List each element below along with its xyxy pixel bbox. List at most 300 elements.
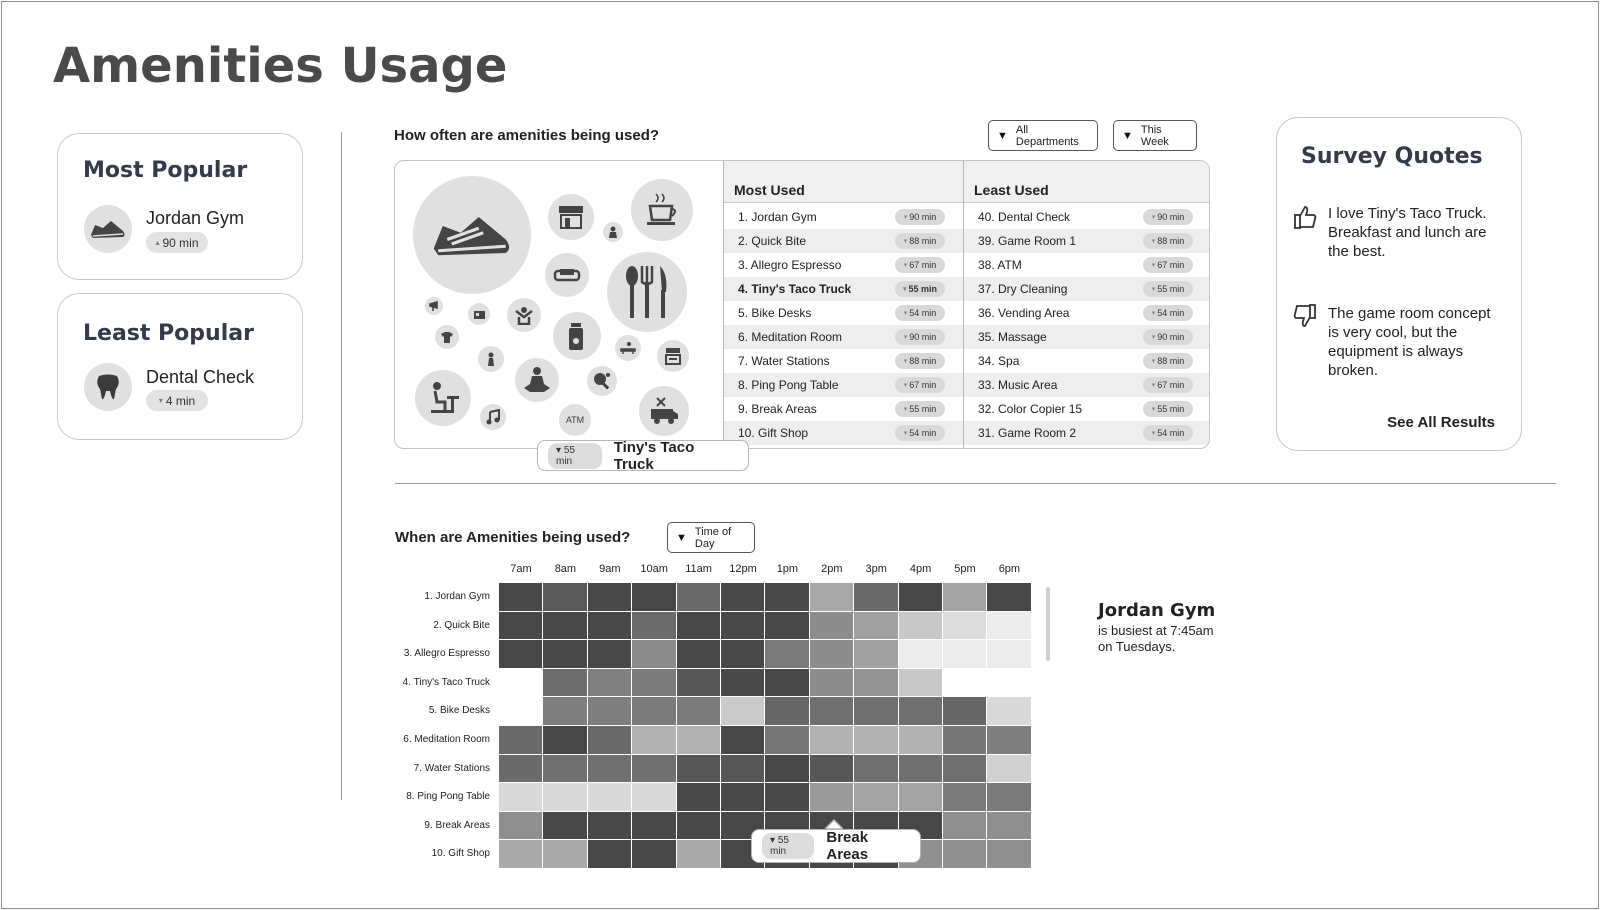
hour-label: 8am [554,563,577,575]
heatmap-cell[interactable] [499,640,542,668]
heatmap-cell[interactable] [987,726,1030,754]
heatmap-cell[interactable] [632,640,675,668]
heatmap-cell[interactable] [543,612,586,640]
list-item-label: 33. Music Area [978,378,1058,392]
heatmap-cell[interactable] [943,612,986,640]
triangle-down-icon: ▾ [1151,214,1156,221]
list-item[interactable] [964,205,1210,229]
list-item[interactable] [964,253,1210,277]
heatmap-cell[interactable] [943,840,986,868]
heatmap-cell[interactable] [854,583,897,611]
heatmap-cell[interactable] [632,726,675,754]
heatmap-cell[interactable] [677,726,720,754]
heatmap-cell[interactable] [677,697,720,725]
list-item[interactable] [964,397,1210,421]
least-popular-duration-badge [146,390,208,411]
duration-value: 67 min [909,260,937,270]
see-all-results-link[interactable]: See All Results [1387,414,1495,431]
heatmap-cell[interactable] [632,697,675,725]
duration-value: 90 min [1157,332,1185,342]
list-item-label: 37. Dry Cleaning [978,282,1068,296]
list-item-label: 38. ATM [978,258,1022,272]
heatmap-cell[interactable] [543,783,586,811]
triangle-down-icon: ▾ [556,444,564,456]
list-item[interactable] [724,229,963,253]
duration-value: 67 min [909,380,937,390]
heatmap-cell[interactable] [677,783,720,811]
heatmap-cell[interactable] [499,669,542,697]
heatmap-cell[interactable] [810,755,853,783]
duration-badge [895,233,945,249]
heatmap-scrollbar[interactable] [1046,587,1050,661]
hour-label: 12pm [729,563,757,575]
heatmap-cell[interactable] [721,612,764,640]
duration-badge [1143,401,1193,417]
atm-icon-label: ATM [565,415,585,425]
heatmap-cell[interactable] [543,669,586,697]
water-bottle-icon[interactable] [553,312,601,360]
list-item-label: 6. Meditation Room [738,330,843,344]
triangle-down-icon: ▾ [1151,382,1156,389]
most-popular-duration-badge [146,232,208,253]
heatmap-cell[interactable] [765,783,808,811]
heatmap-tooltip-name: Break Areas [826,829,869,863]
triangle-down-icon: ▾ [158,396,163,405]
heatmap-cell[interactable] [499,840,542,868]
shirt-icon[interactable] [435,325,459,349]
heatmap-cell[interactable] [899,640,942,668]
survey-quotes-card [1276,117,1522,451]
duration-badge [895,209,945,225]
heatmap-cell[interactable] [899,697,942,725]
heatmap-cell[interactable] [943,783,986,811]
hour-label: 9am [599,563,621,575]
list-item[interactable] [964,229,1210,253]
heatmap-cell[interactable] [588,612,631,640]
triangle-down-icon: ▾ [1151,262,1156,269]
duration-value: 55 min [909,404,937,414]
tooltip-pointer [825,819,843,829]
duration-value: 90 min [1157,212,1185,222]
heatmap-cell[interactable] [899,755,942,783]
list-item[interactable] [964,421,1210,445]
triangle-down-icon: ▾ [903,430,908,437]
hour-label: 3pm [865,563,887,575]
heatmap-cell[interactable] [632,612,675,640]
duration-badge [1143,233,1193,249]
heatmap-cell[interactable] [543,697,586,725]
heatmap-cell[interactable] [765,697,808,725]
list-item[interactable] [724,253,963,277]
heatmap-cell[interactable] [765,726,808,754]
survey-title: Survey Quotes [1301,144,1483,169]
list-item[interactable] [724,325,963,349]
heatmap-cell[interactable] [677,812,720,840]
triangle-up-icon: ▴ [155,238,160,247]
heatmap-cell[interactable] [987,612,1030,640]
duration-value: 90 min [909,212,937,222]
heatmap-cell[interactable] [543,755,586,783]
heatmap-cell[interactable] [499,612,542,640]
game-piece-icon[interactable] [478,346,504,372]
least-used-column [963,161,1210,449]
duration-value: 88 min [1157,236,1185,246]
triangle-down-icon: ▾ [1151,430,1156,437]
heatmap-cell[interactable] [899,726,942,754]
thumbs-up-icon [1293,204,1317,235]
heatmap-cell[interactable] [854,612,897,640]
triangle-down-icon: ▾ [903,406,908,413]
duration-badge [1143,425,1193,441]
list-item[interactable] [964,301,1210,325]
duration-badge [1143,377,1193,393]
list-item-label: 5. Bike Desks [738,306,812,320]
hour-label: 7am [510,563,532,575]
heatmap-cell[interactable] [677,583,720,611]
triangle-down-icon: ▾ [903,238,908,245]
massage-icon[interactable] [507,298,541,332]
heatmap-cell[interactable] [588,583,631,611]
list-item-label: 3. Allegro Espresso [738,258,842,272]
triangle-down-icon: ▾ [1151,310,1156,317]
vending-machine-icon[interactable] [468,303,490,325]
hour-label: 5pm [954,563,976,575]
heatmap-cell[interactable] [987,583,1030,611]
department-dropdown[interactable] [988,120,1098,151]
heatmap-cell[interactable] [899,669,942,697]
duration-badge [895,257,945,273]
heatmap-cell[interactable] [987,697,1030,725]
heatmap-cell[interactable] [499,697,542,725]
tooltip-amenity-name: Tiny's Taco Truck [613,438,695,473]
heatmap-cell[interactable] [943,812,986,840]
duration-badge [1143,257,1193,273]
bike-desk-icon[interactable] [415,370,471,426]
list-item[interactable] [964,349,1210,373]
heatmap-cell[interactable] [543,726,586,754]
duration-value: 88 min [1157,356,1185,366]
heatmap-cell[interactable] [810,726,853,754]
duration-badge [895,329,945,345]
duration-value: 55 min [1157,404,1185,414]
heatmap-cell[interactable] [588,669,631,697]
list-item-label: 31. Game Room 2 [978,426,1077,440]
hour-label: 4pm [909,563,932,575]
heatmap-cell[interactable] [721,755,764,783]
thumbs-down-icon [1293,303,1317,334]
heatmap-cell[interactable] [721,669,764,697]
duration-value: 54 min [1157,428,1185,438]
tooltip-duration-badge [548,443,602,469]
heatmap-cell[interactable] [810,783,853,811]
triangle-down-icon: ▾ [903,358,908,365]
person-icon[interactable] [603,222,623,242]
heatmap-cell[interactable] [854,669,897,697]
heatmap-cell[interactable] [588,697,631,725]
food-truck-icon[interactable] [639,386,689,436]
atm-icon[interactable] [559,404,591,436]
duration-value: 88 min [909,236,937,246]
triangle-down-icon: ▾ [1151,358,1156,365]
hour-label: 6pm [998,563,1021,575]
heatmap-cell[interactable] [543,840,586,868]
heatmap-tooltip-duration-badge [762,833,814,859]
list-item-label: 8. Ping Pong Table [738,378,839,392]
coffee-cup-icon[interactable] [631,179,693,241]
heatmap-cell[interactable] [588,726,631,754]
heatmap-cell[interactable] [765,612,808,640]
heatmap-cell[interactable] [632,783,675,811]
most-popular-duration: 90 min [162,235,199,250]
heatmap-cell[interactable] [765,583,808,611]
amenity-bubble-cloud [395,161,723,449]
heatmap-cell[interactable] [632,840,675,868]
duration-value: 90 min [909,332,937,342]
heatmap-tooltip-duration: 55 min [770,835,789,857]
heatmap-cell[interactable] [588,755,631,783]
heatmap-row-label: 9. Break Areas [424,819,490,831]
heatmap-row-label: 7. Water Stations [413,762,490,774]
least-popular-duration: 4 min [165,393,196,408]
hour-label: 1pm [776,563,799,575]
ping-pong-icon[interactable] [587,366,617,396]
heatmap-cell[interactable] [499,755,542,783]
heatmap-cell[interactable] [810,697,853,725]
least-popular-card[interactable] [57,293,303,440]
amenity-hover-tooltip [537,440,749,471]
duration-badge [1143,353,1193,369]
duration-badge [1143,281,1193,297]
duration-badge [895,305,945,321]
heatmap-cell[interactable] [632,583,675,611]
triangle-down-icon: ▾ [903,382,908,389]
triangle-down-icon: ▾ [902,286,907,293]
heatmap-cell[interactable] [677,840,720,868]
period-dropdown[interactable] [1113,120,1197,151]
heatmap-cell[interactable] [632,812,675,840]
heatmap-cell[interactable] [810,669,853,697]
department-value: All Departments [1015,123,1079,148]
least-popular-name: Dental Check [146,367,255,387]
least-used-header: Least Used [964,161,1210,203]
triangle-down-icon: ▾ [903,262,908,269]
list-item[interactable] [964,325,1210,349]
list-item-label: 7. Water Stations [738,354,830,368]
sneaker-icon [84,205,132,253]
heatmap-cell[interactable] [987,812,1030,840]
heatmap-cell[interactable] [943,755,986,783]
storefront-icon[interactable] [548,194,594,240]
usage-panel [394,160,1210,449]
heatmap-cell[interactable] [588,840,631,868]
duration-badge [895,377,945,393]
time-of-day-value: Time of Day [694,525,732,550]
heatmap-cell[interactable] [677,612,720,640]
heatmap-cell[interactable] [943,726,986,754]
heatmap-cell[interactable] [943,640,986,668]
list-item[interactable] [724,205,963,229]
triangle-down-icon: ▾ [903,214,908,221]
duration-value: 67 min [1157,260,1185,270]
duration-value: 54 min [1157,308,1185,318]
tooltip-duration: 55 min [556,444,575,467]
hour-label: 2pm [821,563,843,575]
caret-down-icon: ▼ [676,531,687,544]
fork-spoon-knife-icon[interactable] [607,252,687,332]
heatmap-cell[interactable] [721,726,764,754]
sneaker-icon[interactable] [413,176,531,294]
usage-question: How often are amenities being used? [394,127,660,144]
duration-badge [895,281,945,297]
heatmap-cell[interactable] [632,755,675,783]
heatmap-cell[interactable] [987,640,1030,668]
list-item[interactable] [724,373,963,397]
list-item-label: 34. Spa [978,354,1020,368]
list-item-label: 2. Quick Bite [738,234,807,248]
heatmap-cell[interactable] [499,726,542,754]
tooth-icon [84,363,132,411]
heatmap-row-label: 6. Meditation Room [403,734,490,745]
heatmap-cell[interactable] [987,783,1030,811]
duration-badge [895,425,945,441]
heatmap-cell[interactable] [632,669,675,697]
list-item-label: 36. Vending Area [978,306,1070,320]
heatmap-cell[interactable] [721,583,764,611]
duration-value: 55 min [1157,284,1185,294]
heatmap-cell[interactable] [810,640,853,668]
heatmap-cell[interactable] [943,697,986,725]
list-item[interactable] [964,373,1210,397]
time-of-day-dropdown[interactable] [667,522,755,553]
duration-value: 55 min [908,284,938,294]
heatmap-cell[interactable] [899,583,942,611]
heatmap-cell[interactable] [588,640,631,668]
heatmap-cell[interactable] [765,669,808,697]
most-popular-title: Most Popular [83,158,248,183]
duration-badge [895,353,945,369]
heatmap-cell[interactable] [499,783,542,811]
heatmap-row-label: 3. Allegro Espresso [403,648,490,660]
list-item-label: 39. Game Room 1 [978,234,1077,248]
list-item[interactable] [724,349,963,373]
triangle-down-icon: ▾ [903,334,908,341]
most-used-header: Most Used [724,161,963,203]
duration-badge [1143,305,1193,321]
heatmap-cell[interactable] [854,726,897,754]
most-popular-name: Jordan Gym [146,208,245,228]
list-item-label: 32. Color Copier 15 [978,402,1083,416]
heatmap-cell[interactable] [543,812,586,840]
copier-icon[interactable] [657,340,689,372]
period-value: This Week [1140,123,1169,148]
list-item[interactable] [724,277,963,301]
hour-label: 11am [685,563,712,575]
triangle-down-icon: ▾ [1151,334,1156,341]
heatmap-row-label: 5. Bike Desks [428,705,490,717]
heatmap-row-label: 8. Ping Pong Table [406,791,490,803]
heatmap-cell[interactable] [943,583,986,611]
massage-table-icon[interactable] [615,335,641,361]
list-item-label: 10. Gift Shop [738,426,809,440]
heatmap-cell[interactable] [677,669,720,697]
most-used-column [723,161,963,449]
heatmap-cell[interactable] [854,640,897,668]
duration-value: 54 min [909,308,937,318]
heatmap-cell[interactable] [987,669,1030,697]
duration-value: 88 min [909,356,937,366]
heatmap-cell[interactable] [499,583,542,611]
heatmap-cell[interactable] [677,640,720,668]
heatmap-row-label: 2. Quick Bite [433,619,490,631]
heatmap-hover-tooltip [751,829,921,863]
meditation-icon[interactable] [515,358,559,402]
couch-icon[interactable] [545,253,589,297]
music-note-icon[interactable] [480,404,506,430]
heatmap-cell[interactable] [854,697,897,725]
heatmap-cell[interactable] [987,755,1030,783]
hairdryer-icon[interactable] [425,297,443,315]
list-item[interactable] [724,421,963,445]
insight-amenity-name: Jordan Gym [1098,600,1216,621]
heatmap-cell[interactable] [677,755,720,783]
heatmap-cell[interactable] [543,583,586,611]
caret-down-icon: ▼ [1122,129,1133,142]
heatmap-cell[interactable] [899,783,942,811]
insight-line-2: on Tuesdays. [1098,639,1176,654]
heatmap-cell[interactable] [721,697,764,725]
list-item[interactable] [724,397,963,421]
list-item-label: 40. Dental Check [978,210,1071,224]
duration-badge [1143,329,1193,345]
heatmap-cell[interactable] [588,812,631,840]
heatmap-cell[interactable] [499,812,542,840]
triangle-down-icon: ▾ [770,835,778,846]
hour-label: 10am [640,563,668,575]
heatmap-cell[interactable] [765,755,808,783]
heatmap-cell[interactable] [810,612,853,640]
caret-down-icon: ▼ [997,129,1008,142]
list-item-label: 9. Break Areas [738,402,817,416]
triangle-down-icon: ▾ [1151,406,1156,413]
heatmap-cell[interactable] [899,612,942,640]
least-popular-title: Least Popular [83,321,254,346]
list-item[interactable] [964,277,1210,301]
timing-question: When are Amenities being used? [395,529,631,546]
heatmap-cell[interactable] [854,783,897,811]
heatmap-cell[interactable] [765,640,808,668]
heatmap-row-label: 10. Gift Shop [431,848,490,860]
list-item[interactable] [724,301,963,325]
vertical-divider [341,132,342,800]
heatmap-cell[interactable] [854,755,897,783]
horizontal-divider [395,483,1556,484]
negative-quote: The game room concept is very cool, but the equipment is always broken. [1328,305,1491,379]
list-item-label: 35. Massage [978,330,1047,344]
heatmap-cell[interactable] [810,583,853,611]
list-item-label: 1. Jordan Gym [738,210,817,224]
list-item-label: 4. Tiny's Taco Truck [738,282,852,296]
heatmap-cell[interactable] [987,840,1030,868]
heatmap-cell[interactable] [721,783,764,811]
heatmap-cell[interactable] [721,640,764,668]
triangle-down-icon: ▾ [1151,238,1156,245]
most-popular-card[interactable] [57,133,303,280]
heatmap-cell[interactable] [588,783,631,811]
duration-value: 54 min [909,428,937,438]
page-title: Amenities Usage [53,38,508,94]
heatmap-cell[interactable] [943,669,986,697]
heatmap-cell[interactable] [543,640,586,668]
